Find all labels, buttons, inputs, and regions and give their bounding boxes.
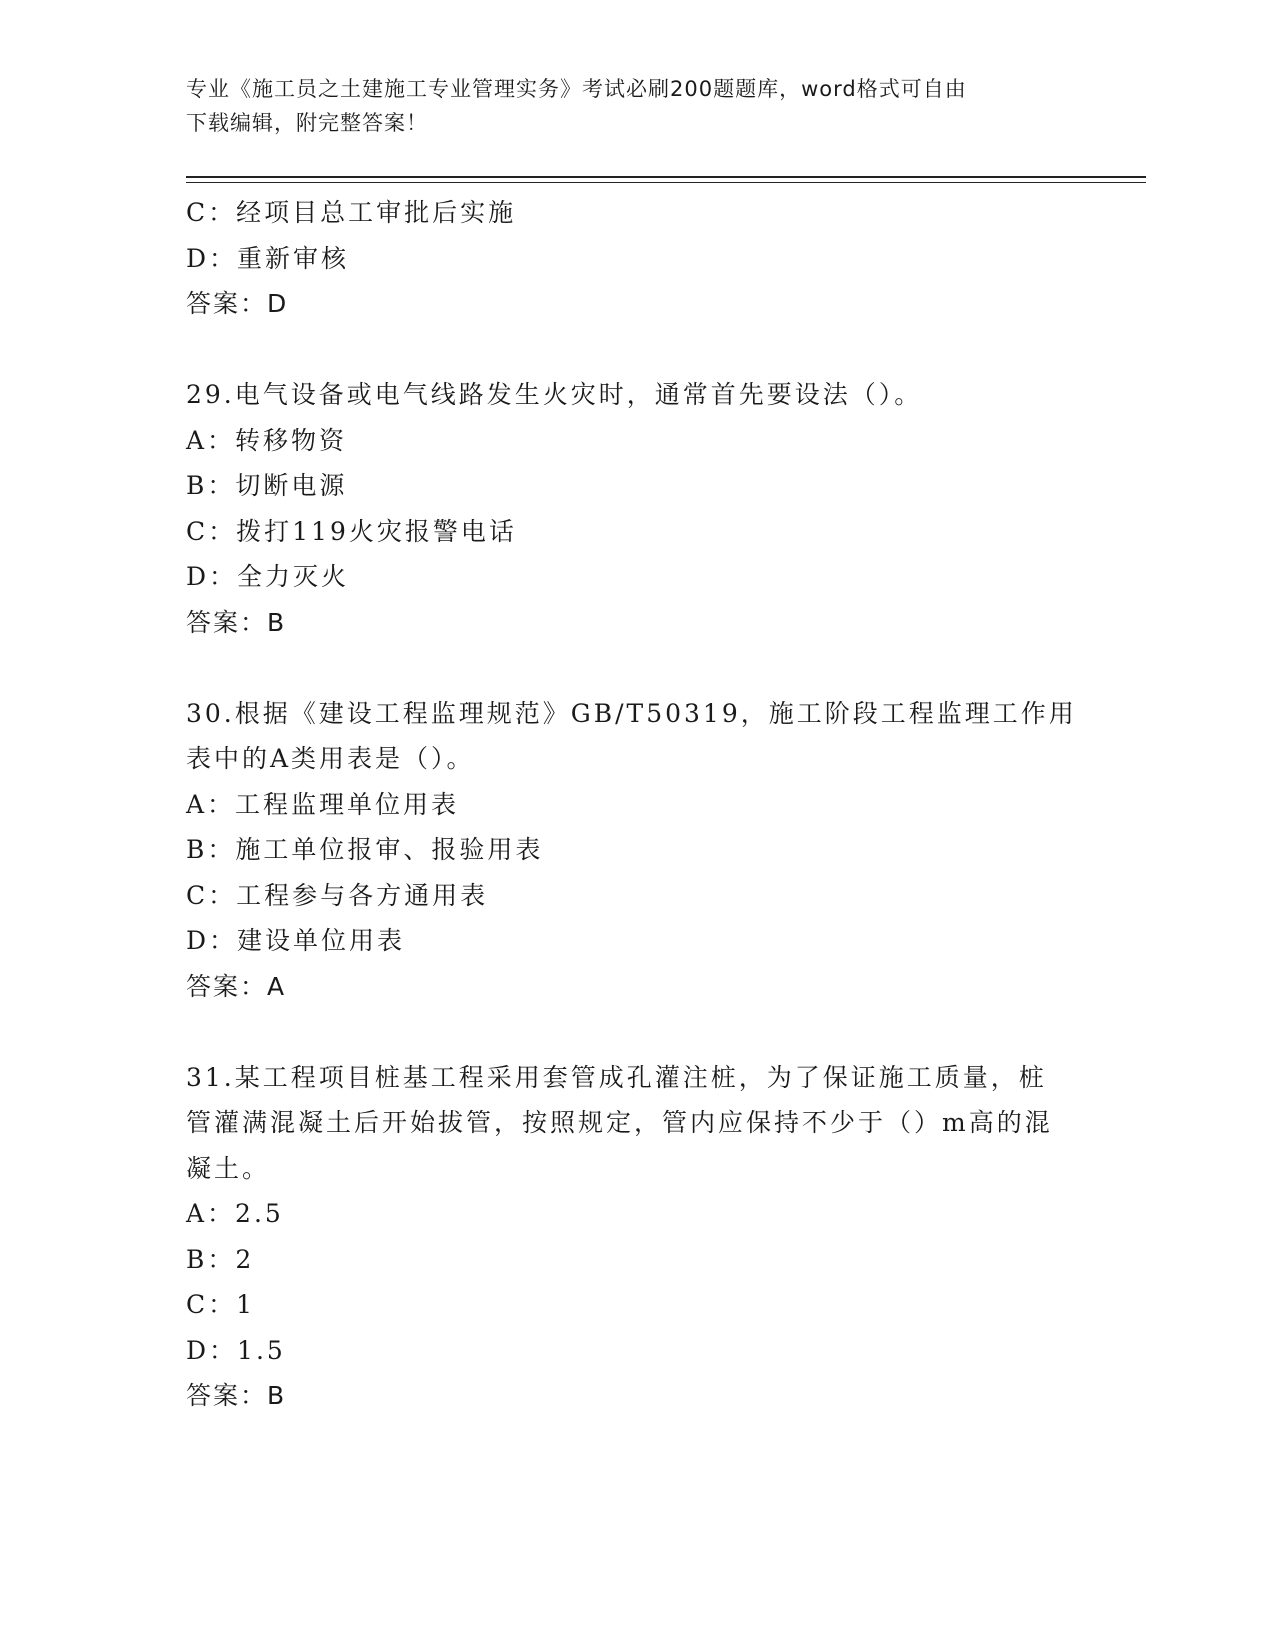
option-c: C：1 [186,1290,256,1319]
option-d: D：1.5 [186,1335,286,1365]
question-stem-line-1: 31.某工程项目桩基工程采用套管成孔灌注桩，为了保证施工质量，桩 [186,1062,1047,1092]
question-stem: 29.电气设备或电气线路发生火灾时，通常首先要设法（）。 [186,380,923,409]
option-a: A：工程监理单位用表 [186,789,460,819]
question-30 [186,691,1086,1010]
option-c: C：工程参与各方通用表 [186,880,489,910]
answer-line: 答案：B [186,607,287,637]
option-a: A：2.5 [186,1199,284,1228]
document-header [186,72,1066,140]
question-stem-line-2: 管灌满混凝土后开始拔管，按照规定，管内应保持不少于（）m高的混 [186,1108,1053,1137]
question-stem-line-1: 30.根据《建设工程监理规范》GB/T50319，施工阶段工程监理工作用 [186,698,1077,728]
header-divider-thin [186,182,1146,183]
previous-question-tail [186,190,1086,327]
option-b: B：2 [186,1244,255,1274]
option-a: A：转移物资 [186,425,348,455]
question-29 [186,372,1086,645]
header-divider-thick [186,176,1146,178]
option-d: D：建设单位用表 [186,926,406,955]
question-31 [186,1055,1086,1419]
answer-line: 答案：B [186,1381,287,1410]
question-stem-line-3: 凝土。 [186,1153,271,1183]
question-content [186,190,1086,1419]
option-c: C：拨打119火灾报警电话 [186,516,517,546]
option-d: D：全力灭火 [186,562,350,591]
answer-line: 答案：D [186,289,289,318]
answer-line: 答案：A [186,971,287,1001]
header-line-1: 专业《施工员之土建施工专业管理实务》考试必刷200题题库，word格式可自由 [186,77,967,101]
option-c: C：经项目总工审批后实施 [186,198,517,227]
question-stem-line-2: 表中的A类用表是（）。 [186,744,475,773]
option-d: D：重新审核 [186,243,350,273]
option-b: B：施工单位报审、报验用表 [186,835,544,864]
header-line-2: 下载编辑，附完整答案！ [186,111,428,135]
option-b: B：切断电源 [186,471,348,500]
